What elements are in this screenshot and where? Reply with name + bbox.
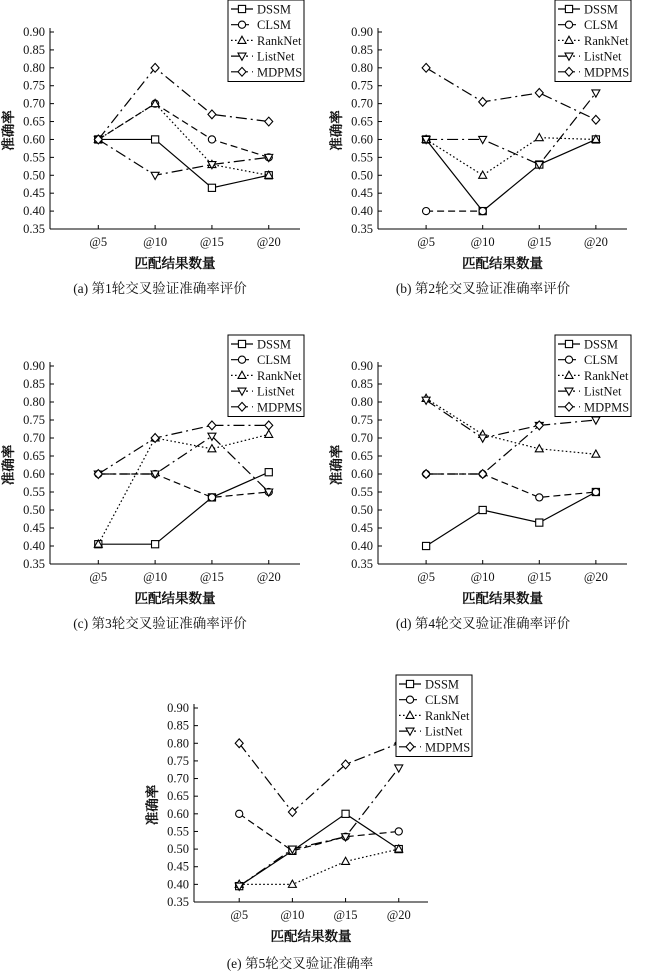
series-line-listnet <box>98 139 268 175</box>
legend-label-listnet: ListNet <box>257 49 295 64</box>
series-line-ranknet <box>426 138 596 176</box>
legend-label-clsm: CLSM <box>584 353 619 368</box>
x-tick-label: @15 <box>333 908 358 922</box>
y-tick-label: 0.40 <box>23 204 45 219</box>
y-tick-label: 0.45 <box>351 521 373 535</box>
series-ranknet <box>235 845 403 887</box>
x-tick-label: @20 <box>256 235 281 249</box>
series-listnet <box>235 765 403 890</box>
data-point-ranknet <box>592 450 600 457</box>
y-tick-label: 0.70 <box>351 431 373 445</box>
series-ranknet <box>94 430 272 547</box>
chart-caption: (c) 第3轮交叉验证准确率评价 <box>73 616 247 631</box>
data-point-mdpms <box>592 115 600 124</box>
x-tick-label: @15 <box>527 235 552 249</box>
legend-label-dssm: DSSM <box>257 337 292 352</box>
data-point-dssm <box>342 810 349 817</box>
legend <box>555 0 631 82</box>
legend-label-listnet: ListNet <box>584 49 622 64</box>
series-line-mdpms <box>239 743 399 812</box>
y-tick-label: 0.65 <box>351 114 373 129</box>
data-point-ranknet <box>288 880 296 887</box>
x-tick-label: @10 <box>470 570 495 584</box>
y-tick-label: 0.50 <box>23 503 45 517</box>
series-listnet <box>94 136 272 179</box>
y-tick-label: 0.45 <box>23 521 45 535</box>
y-tick-label: 0.85 <box>23 42 45 57</box>
series-line-clsm <box>98 104 268 158</box>
y-tick-label: 0.85 <box>351 377 373 391</box>
data-point-mdpms <box>422 63 430 72</box>
y-tick-label: 0.80 <box>167 736 189 751</box>
data-point-clsm <box>536 494 543 501</box>
legend-label-clsm: CLSM <box>257 18 292 33</box>
legend-label-ranknet: RankNet <box>257 368 302 383</box>
series-line-clsm <box>426 474 596 497</box>
y-tick-label: 0.50 <box>23 168 45 183</box>
series-line-listnet <box>426 93 596 165</box>
y-tick-label: 0.50 <box>167 842 189 857</box>
y-tick-label: 0.60 <box>351 132 373 147</box>
data-point-mdpms <box>535 88 543 97</box>
y-tick-label: 0.80 <box>23 60 45 75</box>
legend <box>396 675 472 757</box>
x-tick-label: @10 <box>143 570 168 584</box>
series-listnet <box>94 433 272 496</box>
data-point-clsm <box>479 207 486 214</box>
data-point-mdpms <box>479 97 487 106</box>
y-tick-label: 0.45 <box>167 859 189 874</box>
series-clsm <box>423 470 600 501</box>
y-tick-label: 0.65 <box>23 449 45 463</box>
y-tick-label: 0.50 <box>351 503 373 517</box>
y-tick-label: 0.70 <box>23 96 45 111</box>
series-dssm <box>423 488 600 549</box>
data-point-listnet <box>479 136 487 143</box>
legend-label-ranknet: RankNet <box>425 708 470 723</box>
y-tick-label: 0.70 <box>23 431 45 445</box>
legend-label-dssm: DSSM <box>257 2 292 17</box>
data-point-mdpms <box>208 110 216 119</box>
data-point-clsm <box>423 207 430 214</box>
legend-marker-dssm <box>565 340 572 347</box>
y-tick-label: 0.55 <box>351 485 373 499</box>
y-tick-label: 0.75 <box>167 753 189 768</box>
data-point-listnet <box>395 765 403 772</box>
data-point-clsm <box>208 494 215 501</box>
data-point-dssm <box>152 136 159 143</box>
y-tick-label: 0.55 <box>23 150 45 165</box>
y-tick-label: 0.75 <box>351 413 373 427</box>
x-tick-label: @10 <box>470 235 495 249</box>
legend-label-listnet: ListNet <box>584 384 622 399</box>
legend-label-clsm: CLSM <box>425 693 460 708</box>
legend <box>555 335 631 417</box>
data-point-clsm <box>236 810 243 817</box>
series-dssm <box>236 810 403 890</box>
y-tick-label: 0.60 <box>23 132 45 147</box>
series-dssm <box>95 469 273 548</box>
y-tick-label: 0.35 <box>23 222 45 236</box>
chart-panel-5 <box>144 675 472 971</box>
data-point-dssm <box>208 184 215 191</box>
y-tick-label: 0.90 <box>351 25 373 39</box>
data-point-listnet <box>592 417 600 424</box>
y-tick-label: 0.65 <box>23 114 45 129</box>
x-axis-title: 匹配结果数量 <box>462 256 543 271</box>
data-point-dssm <box>536 519 543 526</box>
y-tick-label: 0.80 <box>351 60 373 75</box>
data-point-clsm <box>208 136 215 143</box>
legend-label-dssm: DSSM <box>584 2 619 17</box>
x-tick-label: @5 <box>417 570 435 584</box>
y-tick-label: 0.35 <box>351 557 373 571</box>
y-tick-label: 0.55 <box>167 824 189 839</box>
series-line-listnet <box>239 768 399 886</box>
data-point-listnet <box>151 172 159 179</box>
series-line-clsm <box>98 474 268 497</box>
series-line-dssm <box>98 139 268 187</box>
chart-caption: (b) 第2轮交叉验证准确率评价 <box>395 281 571 296</box>
series-line-dssm <box>426 139 596 211</box>
series-line-ranknet <box>98 434 268 544</box>
chart-panel-2 <box>328 0 631 296</box>
y-tick-label: 0.90 <box>351 359 373 373</box>
y-tick-label: 0.90 <box>23 25 45 39</box>
legend-label-listnet: ListNet <box>425 724 463 739</box>
data-point-ranknet <box>535 445 543 452</box>
y-tick-label: 0.75 <box>23 78 45 93</box>
y-axis-title: 准确率 <box>329 444 344 486</box>
data-point-ranknet <box>342 857 350 864</box>
legend-marker-dssm <box>565 5 572 12</box>
data-point-mdpms <box>208 421 216 430</box>
x-tick-label: @20 <box>386 908 411 922</box>
data-point-mdpms <box>265 117 273 126</box>
series-line-dssm <box>426 492 596 546</box>
legend-label-mdpms: MDPMS <box>425 740 471 755</box>
y-tick-label: 0.90 <box>23 359 45 373</box>
y-tick-label: 0.70 <box>351 96 373 111</box>
y-tick-label: 0.60 <box>23 467 45 481</box>
series-mdpms <box>235 739 403 817</box>
series-clsm <box>95 470 273 501</box>
x-tick-label: @20 <box>256 570 281 584</box>
y-tick-label: 0.80 <box>351 395 373 409</box>
x-tick-label: @20 <box>583 570 608 584</box>
legend-label-mdpms: MDPMS <box>584 400 630 415</box>
chart-caption: (a) 第1轮交叉验证准确率评价 <box>73 281 247 296</box>
x-tick-label: @5 <box>89 570 108 584</box>
y-tick-label: 0.65 <box>351 449 373 463</box>
legend-marker-clsm <box>565 21 572 28</box>
x-tick-label: @10 <box>143 235 168 249</box>
data-point-mdpms <box>422 470 430 479</box>
data-point-dssm <box>479 506 486 513</box>
y-tick-label: 0.40 <box>351 539 373 553</box>
series-dssm <box>423 136 600 215</box>
data-point-dssm <box>265 469 272 476</box>
y-tick-label: 0.90 <box>167 701 189 715</box>
y-tick-label: 0.85 <box>167 718 189 733</box>
series-line-dssm <box>239 814 399 886</box>
y-tick-label: 0.45 <box>23 186 45 201</box>
y-tick-label: 0.75 <box>23 413 45 427</box>
series-clsm <box>423 207 487 214</box>
legend-marker-dssm <box>406 680 413 687</box>
chart-panel-4 <box>328 335 631 631</box>
y-tick-label: 0.55 <box>351 150 373 165</box>
legend-marker-clsm <box>406 696 413 703</box>
data-point-listnet <box>479 435 487 442</box>
series-line-dssm <box>98 472 268 544</box>
data-point-mdpms <box>265 421 273 430</box>
legend-label-dssm: DSSM <box>584 337 619 352</box>
x-tick-label: @15 <box>527 570 552 584</box>
y-axis-title: 准确率 <box>145 784 160 826</box>
x-tick-label: @10 <box>280 908 305 922</box>
y-tick-label: 0.35 <box>351 222 373 236</box>
chart-caption: (d) 第4轮交叉验证准确率评价 <box>395 616 571 631</box>
legend-marker-clsm <box>238 21 245 28</box>
legend-label-mdpms: MDPMS <box>257 400 303 415</box>
chart-panel-3 <box>0 335 304 631</box>
x-tick-label: @5 <box>417 235 435 249</box>
y-tick-label: 0.35 <box>23 557 45 571</box>
y-tick-label: 0.35 <box>167 895 189 909</box>
legend-label-listnet: ListNet <box>257 384 295 399</box>
data-point-ranknet <box>535 133 543 140</box>
series-line-ranknet <box>239 849 399 884</box>
legend-marker-dssm <box>238 5 245 12</box>
x-axis-title: 匹配结果数量 <box>134 591 216 606</box>
legend <box>228 335 304 417</box>
legend-marker-dssm <box>238 340 245 347</box>
y-tick-label: 0.85 <box>351 42 373 57</box>
data-point-mdpms <box>479 470 487 479</box>
data-point-dssm <box>152 541 159 548</box>
x-axis-title: 匹配结果数量 <box>462 591 543 606</box>
data-point-dssm <box>423 542 430 549</box>
legend <box>228 0 304 82</box>
series-clsm <box>95 100 273 161</box>
y-tick-label: 0.50 <box>351 168 373 183</box>
legend-marker-clsm <box>238 356 245 363</box>
x-tick-label: @15 <box>199 235 224 249</box>
data-point-ranknet <box>479 171 487 178</box>
y-tick-label: 0.40 <box>23 539 45 553</box>
y-tick-label: 0.80 <box>23 395 45 409</box>
chart-panel-1 <box>0 0 304 296</box>
legend-marker-clsm <box>565 356 572 363</box>
data-point-clsm <box>395 828 402 835</box>
y-tick-label: 0.75 <box>351 78 373 93</box>
x-axis-title: 匹配结果数量 <box>134 256 216 271</box>
y-tick-label: 0.40 <box>351 204 373 219</box>
legend-label-ranknet: RankNet <box>584 368 629 383</box>
y-tick-label: 0.70 <box>167 771 189 786</box>
data-point-ranknet <box>265 430 273 437</box>
y-tick-label: 0.65 <box>167 789 189 804</box>
x-tick-label: @20 <box>583 235 608 249</box>
data-point-clsm <box>592 488 599 495</box>
legend-label-mdpms: MDPMS <box>257 65 303 80</box>
legend-label-ranknet: RankNet <box>584 33 629 48</box>
y-tick-label: 0.45 <box>351 186 373 201</box>
series-dssm <box>95 136 273 192</box>
y-tick-label: 0.55 <box>23 485 45 499</box>
series-ranknet <box>422 133 600 178</box>
x-tick-label: @5 <box>89 235 108 249</box>
y-tick-label: 0.60 <box>351 467 373 481</box>
y-tick-label: 0.40 <box>167 877 189 892</box>
legend-label-mdpms: MDPMS <box>584 65 630 80</box>
chart-caption: (e) 第5轮交叉验证准确率 <box>226 956 374 971</box>
y-axis-title: 准确率 <box>1 110 16 151</box>
y-axis-title: 准确率 <box>329 110 344 151</box>
y-tick-label: 0.85 <box>23 377 45 391</box>
legend-label-ranknet: RankNet <box>257 33 302 48</box>
x-tick-label: @15 <box>199 570 224 584</box>
legend-label-dssm: DSSM <box>425 677 460 692</box>
x-axis-title: 匹配结果数量 <box>270 929 352 944</box>
legend-label-clsm: CLSM <box>584 18 619 33</box>
legend-label-clsm: CLSM <box>257 353 292 368</box>
y-tick-label: 0.60 <box>167 806 189 821</box>
x-tick-label: @5 <box>230 908 249 922</box>
y-axis-title: 准确率 <box>1 444 16 486</box>
